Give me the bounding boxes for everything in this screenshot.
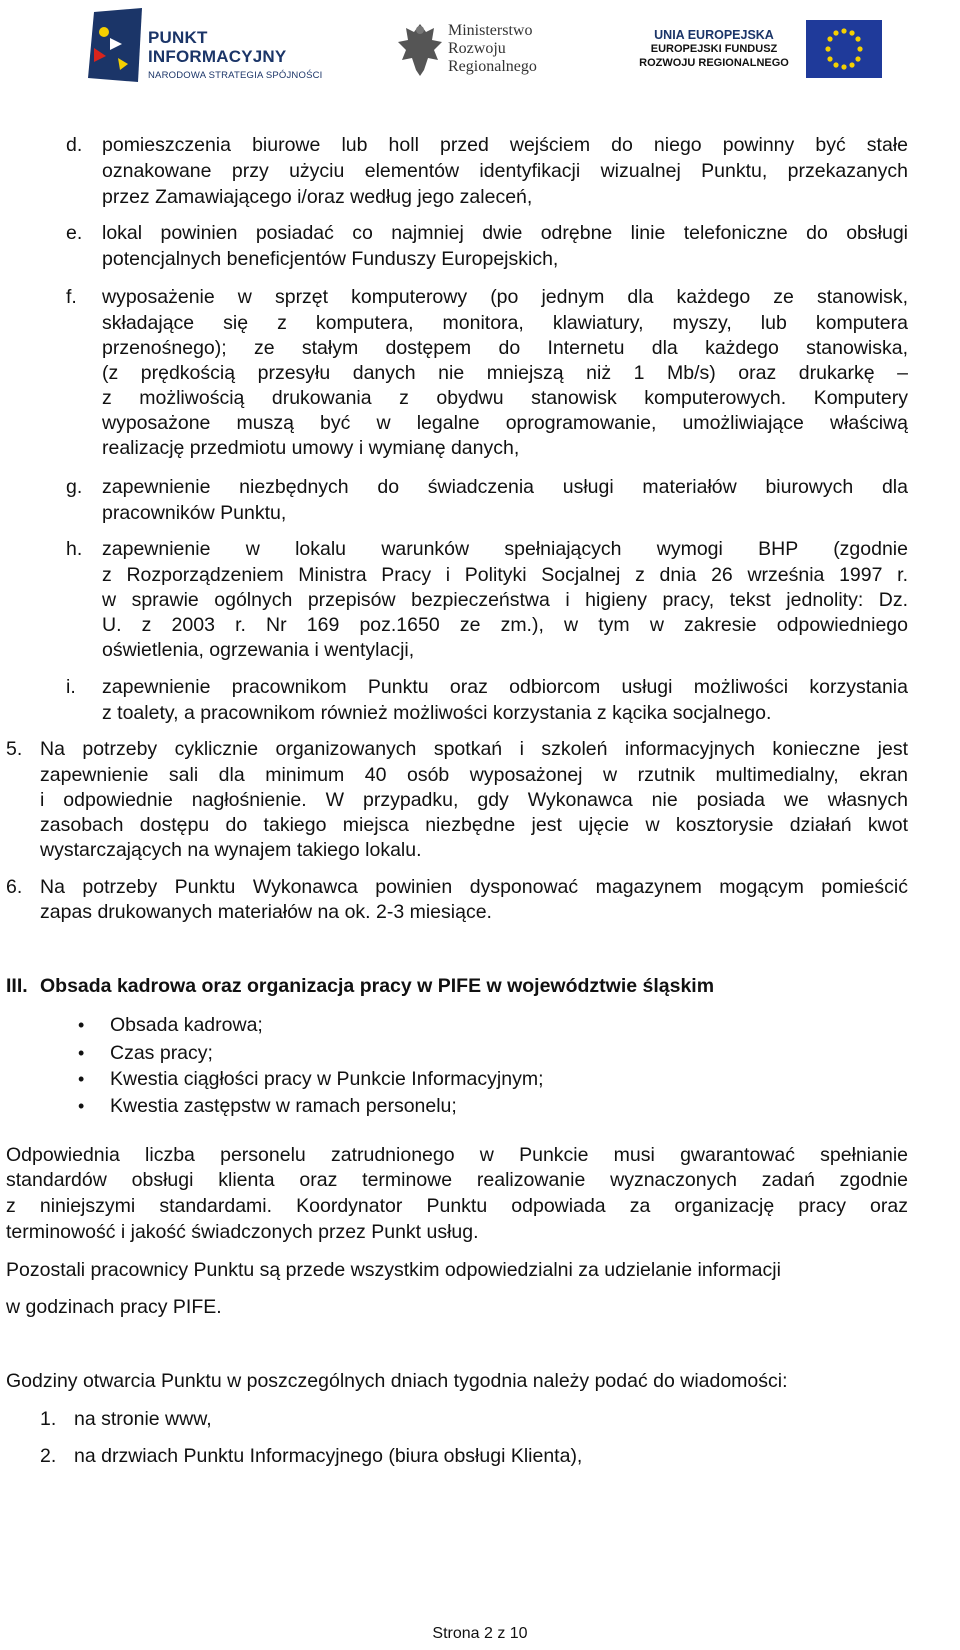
point-label: 6.: [6, 876, 23, 898]
item-line: przez Zamawiającego i/oraz według jego zaleceń,: [102, 186, 533, 208]
bullet-item: Czas pracy;: [110, 1042, 213, 1064]
eu-logo: [626, 20, 884, 82]
item-line: przenośnego); ze stałym dostępem do Internetu dla każdego stanowiska,: [102, 337, 908, 359]
section-title: Obsada kadrowa oraz organizacja pracy w PIFE w województwie śląskim: [40, 975, 715, 997]
bullet-icon: •: [78, 1015, 85, 1035]
point-line: zapas drukowanych materiałów na ok. 2-3 miesiące.: [40, 901, 492, 923]
item-line: lokal powinien posiadać co najmniej dwie odrębne linie telefoniczne do obsługi: [102, 222, 908, 244]
item-line: w sprawie ogólnych przepisów bezpieczeństwa i higieny pracy, tekst jednolity: Dz.: [102, 589, 908, 611]
eu-line1: UNIA EUROPEJSKA: [654, 28, 774, 42]
punkt-informacyjny-emblem-icon: [84, 8, 146, 82]
eu-logo-text: [626, 28, 802, 70]
page-number: Strona 2 z 10: [432, 1625, 528, 1642]
item-label: e.: [66, 222, 83, 244]
opening-hours-paragraph: Godziny otwarcia Punktu w poszczególnych dniach tygodnia należy podać do wiadomości:: [6, 1370, 788, 1392]
paragraph-line: w godzinach pracy PIFE.: [6, 1296, 222, 1318]
punkt-informacyjny-logo: [84, 8, 324, 82]
paragraph-line: Pozostali pracownicy Punktu są przede wszystkim odpowiedzialni za udzielanie informacji: [6, 1259, 781, 1281]
item-line: pomieszczenia biurowe lub holl przed wejściem do niego powinny być stałe: [102, 134, 908, 156]
punkt-logo-line2: INFORMACYJNY: [148, 47, 287, 66]
item-line: U. z 2003 r. Nr 169 poz.1650 ze zm.), w tym w zakresie odpowiedniego: [102, 614, 908, 636]
item-line: z Rozporządzeniem Ministra Pracy i Polityki Socjalnej z dnia 26 września 1997 r.: [102, 564, 908, 586]
numbered-item: na stronie www,: [74, 1408, 212, 1430]
item-line: oznakowane przy użyciu elementów identyfikacji wizualnej Punktu, przekazanych: [102, 160, 908, 182]
ministry-line2: Rozwoju: [448, 40, 506, 57]
punkt-logo-text: [148, 28, 286, 66]
numbered-item: na drzwiach Punktu Informacyjnego (biura obsługi Klienta),: [74, 1445, 583, 1467]
ministry-logo-text: [448, 22, 537, 76]
point-line: zasobach dostępu do takiego miejsca niezbędne jest ujęcie w kosztorysie działań kwot: [40, 814, 908, 836]
item-line: (z prędkością przesyłu danych nie mniejszą niż 1 Mb/s) oraz drukarkę –: [102, 362, 908, 384]
point-label: 5.: [6, 738, 23, 760]
bullet-icon: •: [78, 1043, 85, 1063]
paragraph-line: standardów obsługi klienta oraz terminowe realizowanie wyznaczonych zadań zgodnie: [6, 1169, 908, 1191]
point-line: Na potrzeby cyklicznie organizowanych spotkań i szkoleń informacyjnych konieczne jest: [40, 738, 908, 760]
point-line: zapewnienie sali dla minimum 40 osób wyposażonej w rzutnik multimedialny, ekran: [40, 764, 908, 786]
bullet-item: Obsada kadrowa;: [110, 1014, 263, 1036]
item-line: zapewnienie w lokalu warunków spełniających wymogi BHP (zgodnie: [102, 538, 908, 560]
item-line: realizację przedmiotu umowy i wymianę danych,: [102, 437, 520, 459]
paragraph-line: Odpowiednia liczba personelu zatrudnionego w Punkcie musi gwarantować spełnianie: [6, 1144, 908, 1166]
point-line: wystarczających na wynajem takiego lokalu.: [40, 839, 422, 861]
item-line: wyposażenie w sprzęt komputerowy (po jednym dla każdego ze stanowisk,: [102, 286, 908, 308]
item-line: z możliwością drukowania z obydwu stanowisk komputerowych. Komputery: [102, 387, 908, 409]
numbered-label: 1.: [40, 1408, 57, 1430]
bullet-icon: •: [78, 1096, 85, 1116]
item-line: potencjalnych beneficjentów Funduszy Europejskich,: [102, 248, 559, 270]
item-line: zapewnienie pracownikom Punktu oraz odbiorcom usługi możliwości korzystania: [102, 676, 908, 698]
eagle-emblem-icon: [396, 20, 444, 78]
item-line: oświetlenia, ogrzewania i wentylacji,: [102, 639, 415, 661]
ministry-logo: [396, 18, 566, 82]
bullet-icon: •: [78, 1069, 85, 1089]
point-line: Na potrzeby Punktu Wykonawca powinien dysponować magazynem mogącym pomieścić: [40, 876, 908, 898]
eu-line2: EUROPEJSKI FUNDUSZ: [650, 43, 778, 55]
ministry-line1: Ministerstwo: [448, 22, 533, 39]
point-line: i odpowiednie nagłośnienie. W przypadku, gdy Wykonawca nie posiada we własnych: [40, 789, 908, 811]
item-label: d.: [66, 134, 83, 156]
ministry-line3: Regionalnego: [448, 58, 537, 75]
item-line: składające się z komputera, monitora, klawiatury, myszy, lub komputera: [102, 312, 908, 334]
item-line: pracowników Punktu,: [102, 502, 287, 524]
item-label: f.: [66, 286, 77, 308]
item-label: i.: [66, 676, 76, 698]
bullet-item: Kwestia zastępstw w ramach personelu;: [110, 1095, 457, 1117]
eu-flag-icon: [806, 20, 882, 78]
paragraph-line: terminowość i jakość świadczonych przez Punkt usług.: [6, 1221, 479, 1243]
eu-line3: ROZWOJU REGIONALNEGO: [639, 57, 789, 69]
item-line: z toalety, a pracownikom również możliwości korzystania z kącika socjalnego.: [102, 702, 772, 724]
bullet-item: Kwestia ciągłości pracy w Punkcie Informacyjnym;: [110, 1068, 544, 1090]
item-label: g.: [66, 476, 83, 498]
item-label: h.: [66, 538, 83, 560]
paragraph-line: z niniejszymi standardami. Koordynator Punktu odpowiada za organizację pracy oraz: [6, 1195, 908, 1217]
item-line: zapewnienie niezbędnych do świadczenia usługi materiałów biurowych dla: [102, 476, 908, 498]
punkt-logo-subtitle: NARODOWA STRATEGIA SPÓJNOŚCI: [148, 70, 323, 81]
section-number: III.: [6, 975, 28, 997]
numbered-label: 2.: [40, 1445, 57, 1467]
item-line: wyposażone muszą być w legalne oprogramowanie, umożliwiające właściwą: [102, 412, 908, 434]
punkt-logo-line1: PUNKT: [148, 28, 208, 47]
